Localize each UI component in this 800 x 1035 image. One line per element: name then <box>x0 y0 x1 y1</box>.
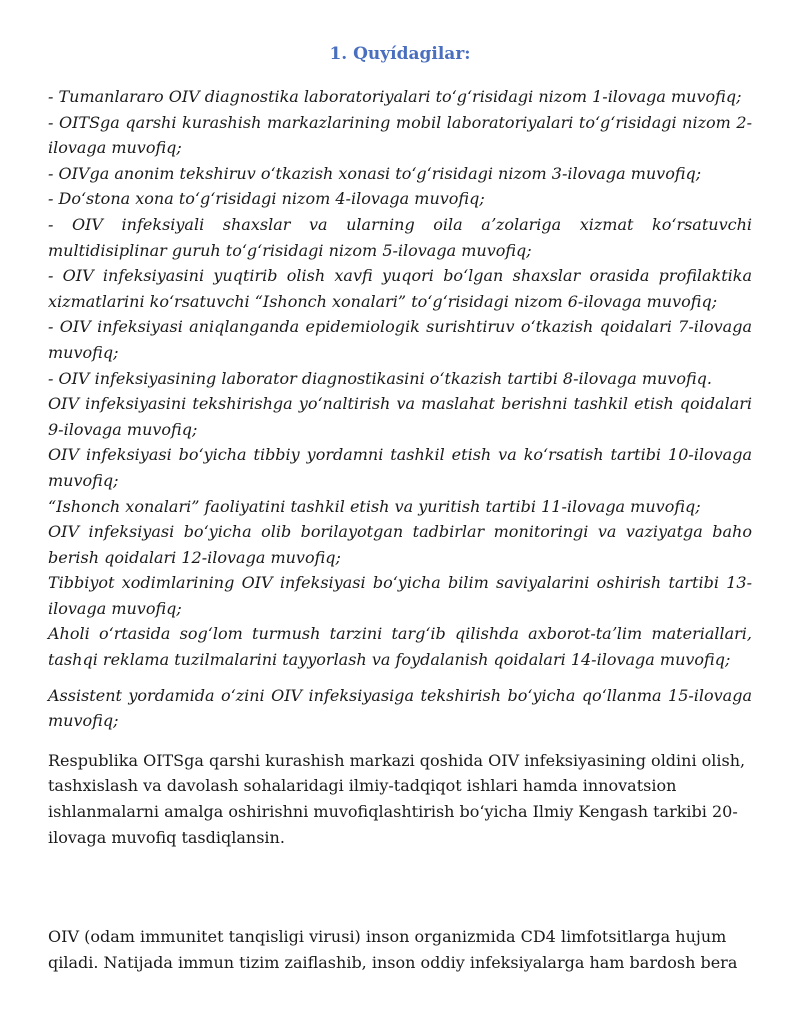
list-item: Aholi oʻrtasida sogʻlom turmush tarzini targʻib qilishda axborot-taʼlim materiallari, tashqi reklama tuzilmalarini tayyorlash va foydalanish qoidalari 14-ilovaga muvofiq; <box>48 624 752 670</box>
list-item: - OIVga anonim tekshiruv oʻtkazish xonasi toʻgʻrisidagi nizom 3-ilovaga muvofiq; <box>48 163 702 183</box>
body-paragraph: Respublika OITSga qarshi kurashish markazi qoshida OIV infeksiyasining oldini olish, tashxislash va davolash sohalaridagi ilmiy-tadqiqot ishlari hamda innovatsion ishlanmalarni amalga oshirishni muvofiqlashtirish boʻyicha Ilmiy Kengash tarkibi 20-ilovaga muvofiq tasdiqlansin. <box>48 750 746 847</box>
list-item: - OIV infeksiyasining laborator diagnostikasini oʻtkazish tartibi 8-ilovaga muvofiq. <box>48 368 712 388</box>
list-item: Assistent yordamida oʻzini OIV infeksiyasiga tekshirish boʻyicha qoʻllanma 15-ilovaga muvofiq; <box>48 685 752 731</box>
list-item: “Ishonch xonalari” faoliyatini tashkil etish va yuritish tartibi 11-ilovaga muvofiq; <box>48 496 701 516</box>
list-item: OIV infeksiyasi boʻyicha olib borilayotgan tadbirlar monitoringi va vaziyatga baho berish qoidalari 12-ilovaga muvofiq; <box>48 522 752 567</box>
body-paragraph: OIV (odam immunitet tanqisligi virusi) inson organizmida CD4 limfotsitlarga hujum qiladi. Natijada immun tizim zaiflashib, inson oddiy infeksiyalarga ham bardosh bera <box>48 927 738 972</box>
list-item: OIV infeksiyasini tekshirishga yoʻnaltirish va maslahat berishni tashkil etish qoidalari 9-ilovaga muvofiq; <box>48 394 752 439</box>
list-item: - OIV infeksiyali shaxslar va ularning oila aʼzolariga xizmat koʻrsatuvchi multidisiplinar guruh toʻgʻrisidagi nizom 5-ilovaga muvofiq; <box>48 214 752 260</box>
list-item: - Tumanlararo OIV diagnostika laboratoriyalari toʻgʻrisidagi nizom 1-ilovaga muvofiq; <box>48 87 742 106</box>
list-item: OIV infeksiyasi boʻyicha tibbiy yordamni tashkil etish va koʻrsatish tartibi 10-ilovaga muvofiq; <box>48 445 752 490</box>
decree-items-list <box>48 84 752 734</box>
list-item: - OIV infeksiyasini yuqtirib olish xavfi yuqori boʻlgan shaxslar orasida profilaktika xizmatlarini koʻrsatuvchi “Ishonch xonalari” toʻgʻrisidagi nizom 6-ilovaga muvofiq; <box>48 266 752 311</box>
section-heading: 1. Quyídagilar: <box>329 44 471 64</box>
list-item: - Doʻstona xona toʻgʻrisidagi nizom 4-ilovaga muvofiq; <box>48 189 485 209</box>
list-item: - OITSga qarshi kurashish markazlarining mobil laboratoriyalari toʻgʻrisidagi nizom 2-ilovaga muvofiq; <box>48 112 752 158</box>
list-item: - OIV infeksiyasi aniqlanganda epidemiologik surishtiruv oʻtkazish qoidalari 7-ilovaga muvofiq; <box>48 317 752 362</box>
list-item: Tibbiyot xodimlarining OIV infeksiyasi boʻyicha bilim saviyalarini oshirish tartibi 13-ilovaga muvofiq; <box>48 573 752 618</box>
